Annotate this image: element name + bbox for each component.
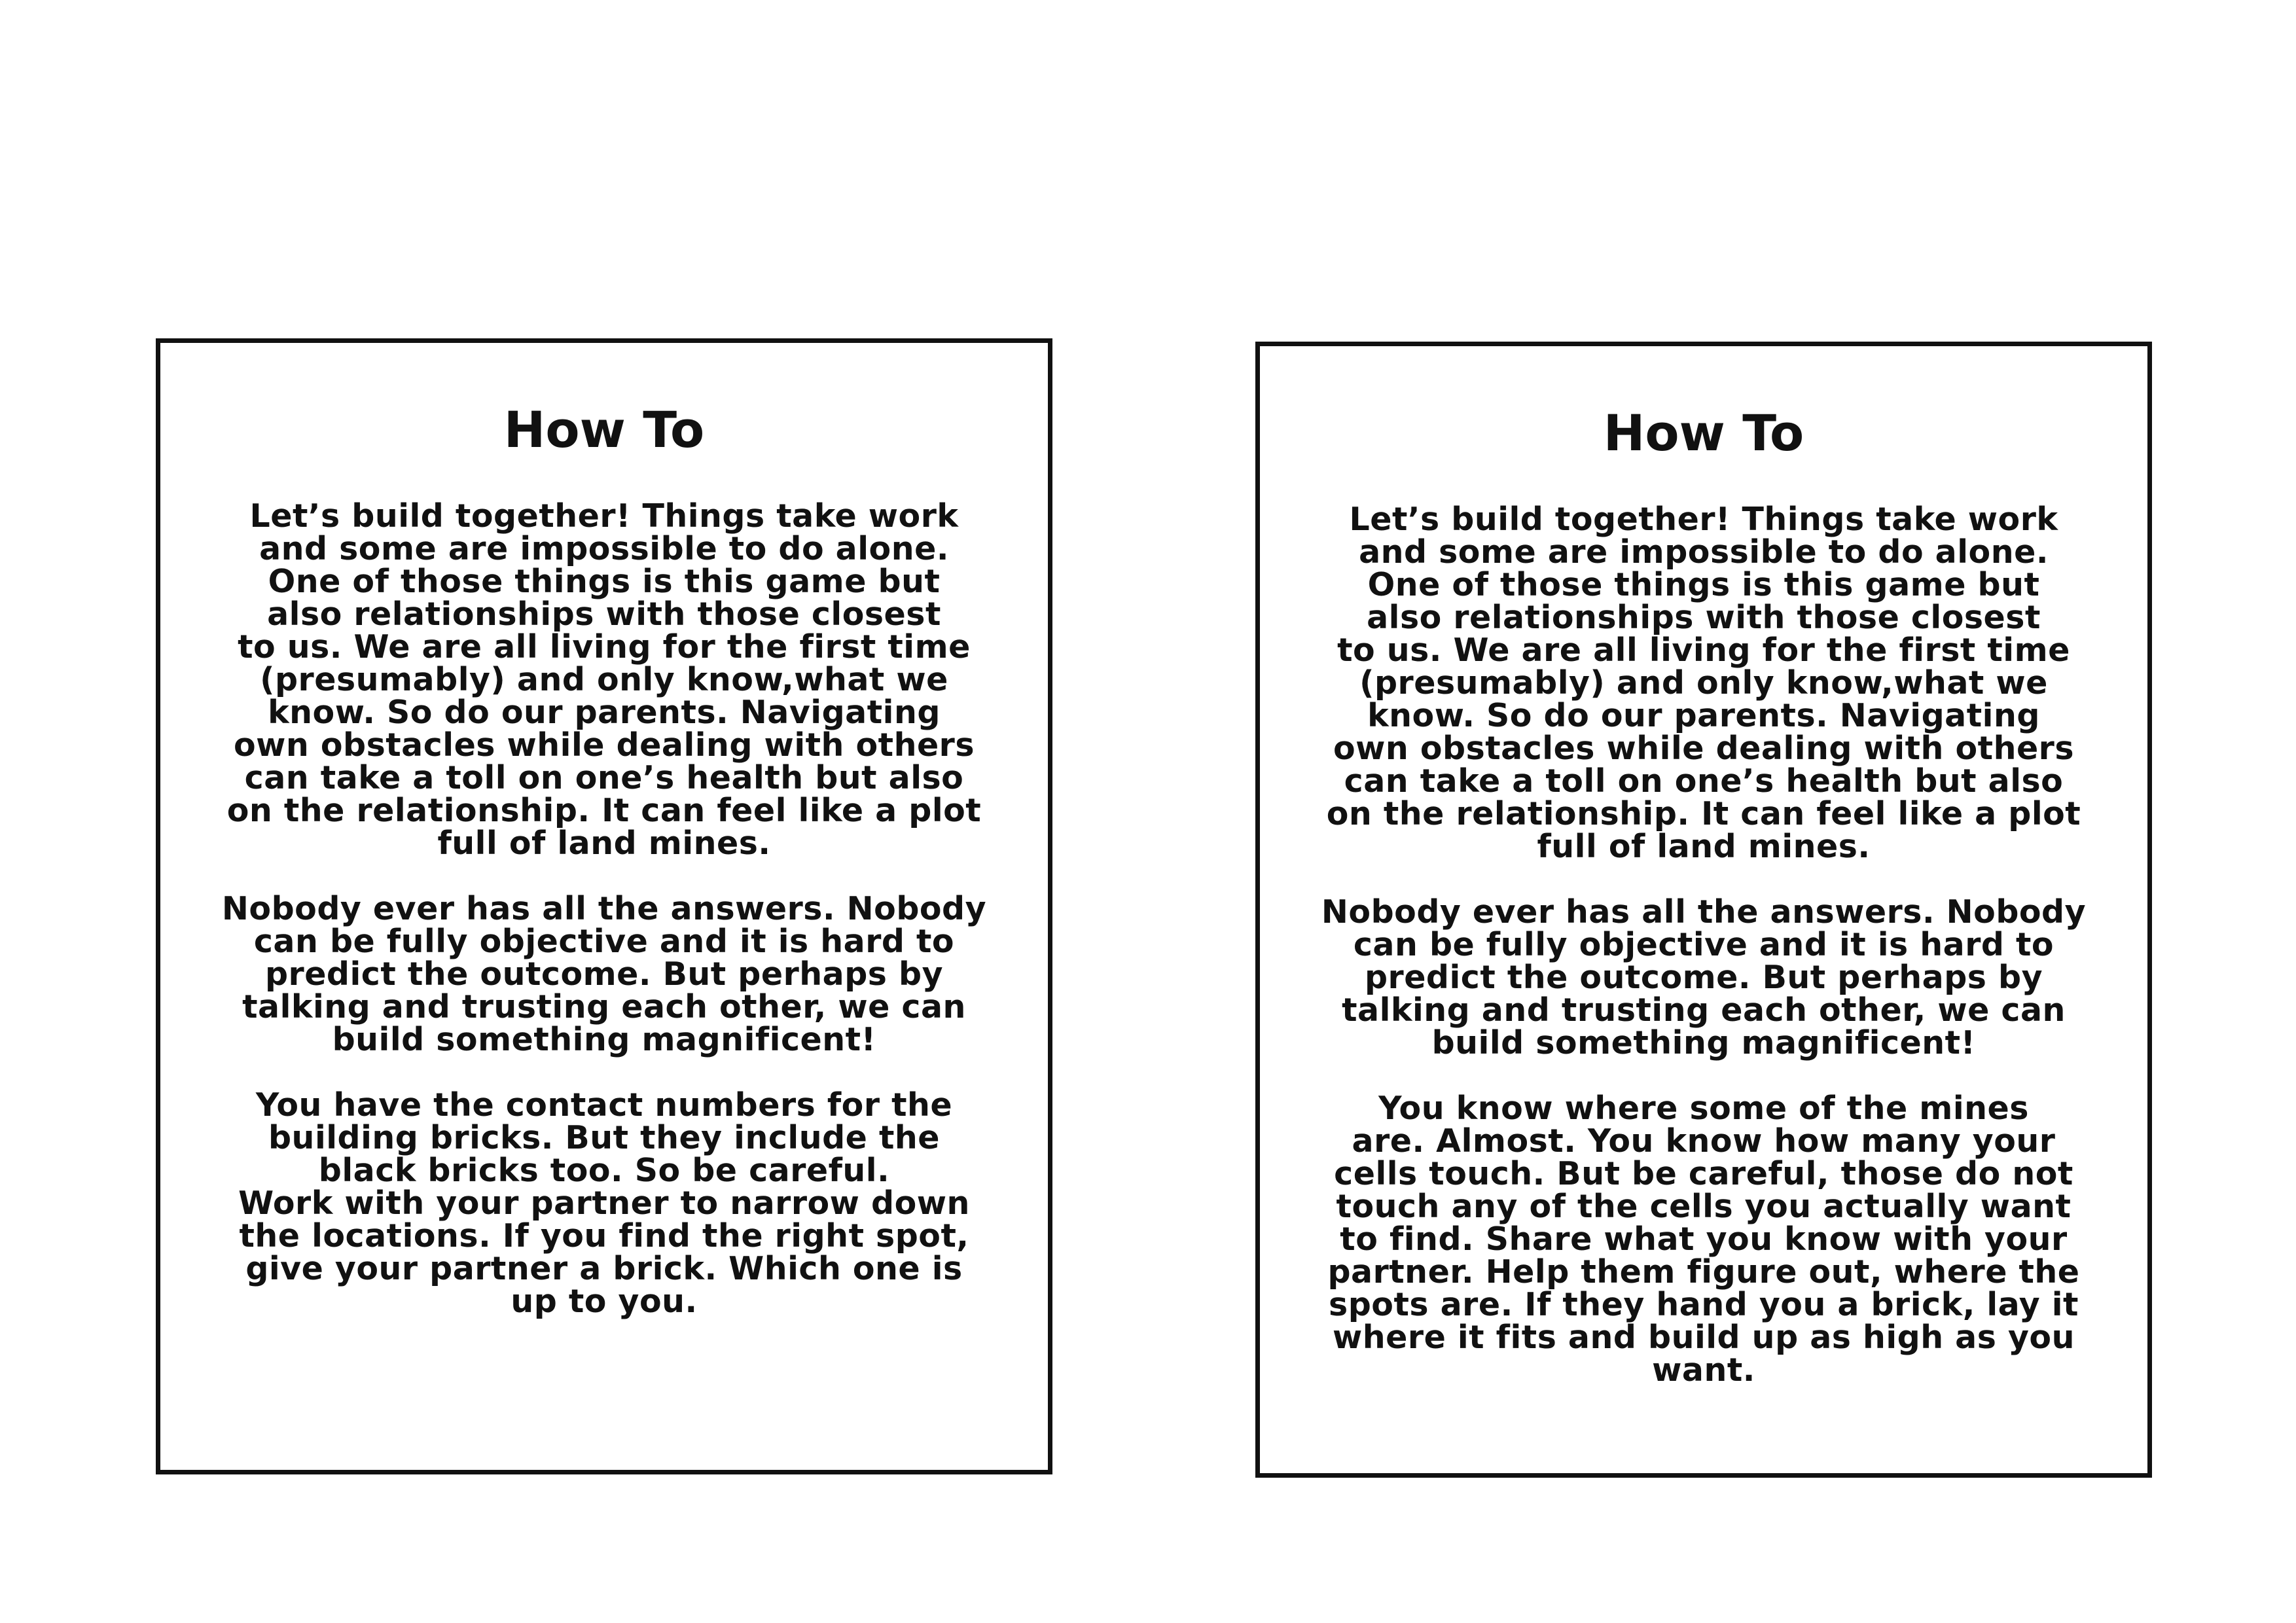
text-line: black bricks too. So be careful.: [318, 1152, 890, 1189]
body-paragraph: [1312, 893, 2095, 1061]
card-title: How To: [1603, 404, 1804, 462]
text-line: (presumably) and only know,what we: [260, 661, 948, 698]
text-line: can be fully objective and it is hard to: [1353, 926, 2054, 963]
text-line: on the relationship. It can feel like a plot: [226, 792, 982, 829]
text-line: cells touch. But be careful, those do not: [1334, 1155, 2073, 1192]
text-line: Nobody ever has all the answers. Nobody: [221, 890, 987, 927]
text-line: spots are. If they hand you a brick, lay it: [1329, 1286, 2079, 1323]
text-line: predict the outcome. But perhaps by: [264, 955, 944, 993]
text-line: One of those things is this game but: [1367, 566, 2040, 603]
text-line: the locations. If you find the right spot,: [239, 1217, 969, 1255]
text-line: give your partner a brick. Which one is: [245, 1250, 963, 1287]
text-line: Let’s build together! Things take work: [249, 497, 959, 535]
text-line: to find. Share what you know with your: [1340, 1221, 2068, 1258]
text-line: and some are impossible to do alone.: [259, 530, 949, 567]
text-line: own obstacles while dealing with others: [233, 726, 975, 764]
text-line: know. So do our parents. Navigating: [268, 694, 941, 731]
body-paragraph: [213, 497, 996, 862]
text-line: want.: [1652, 1351, 1755, 1389]
card-body: [1312, 503, 2095, 1419]
text-line: Nobody ever has all the answers. Nobody: [1321, 893, 2087, 931]
text-line: You have the contact numbers for the: [255, 1086, 953, 1124]
text-line: are. Almost. You know how many your: [1352, 1122, 2056, 1160]
text-line: can be fully objective and it is hard to: [253, 923, 955, 960]
text-line: full of land mines.: [437, 825, 771, 862]
body-paragraph: [213, 1086, 996, 1320]
text-line: touch any of the cells you actually want: [1336, 1188, 2072, 1225]
text-line: up to you.: [511, 1283, 698, 1320]
text-line: to us. We are all living for the first time: [1337, 632, 2070, 669]
text-line: partner. Help them figure out, where the: [1327, 1253, 2080, 1291]
text-line: also relationships with those closest: [1367, 599, 2041, 636]
text-line: know. So do our parents. Navigating: [1367, 697, 2040, 734]
text-line: One of those things is this game but: [268, 563, 941, 600]
text-line: build something magnificent!: [1431, 1024, 1976, 1061]
text-line: (presumably) and only know,what we: [1359, 664, 2048, 702]
text-line: building bricks. But they include the: [268, 1119, 940, 1156]
text-line: also relationships with those closest: [267, 596, 941, 633]
text-line: to us. We are all living for the first time: [238, 628, 971, 666]
body-paragraph: [1312, 503, 2095, 863]
text-line: can take a toll on one’s health but also: [244, 759, 964, 796]
text-line: Let’s build together! Things take work: [1349, 501, 2058, 538]
card-title: How To: [503, 401, 705, 459]
text-line: talking and trusting each other, we can: [1342, 991, 2066, 1029]
text-line: where it fits and build up as high as you: [1333, 1319, 2075, 1356]
text-line: build something magnificent!: [332, 1021, 876, 1058]
body-paragraph: [1312, 1092, 2095, 1387]
text-line: on the relationship. It can feel like a plot: [1326, 795, 2081, 832]
text-line: You know where some of the mines: [1378, 1090, 2029, 1127]
text-line: talking and trusting each other, we can: [242, 988, 966, 1026]
text-line: own obstacles while dealing with others: [1333, 730, 2075, 767]
text-line: Work with your partner to narrow down: [238, 1185, 970, 1222]
text-line: can take a toll on one’s health but also: [1344, 762, 2064, 800]
instruction-card-left: [156, 338, 1052, 1474]
text-line: and some are impossible to do alone.: [1359, 533, 2049, 571]
text-line: full of land mines.: [1537, 828, 1871, 865]
body-paragraph: [213, 890, 996, 1058]
instruction-card-right: [1255, 342, 2152, 1478]
text-line: predict the outcome. But perhaps by: [1364, 959, 2043, 996]
card-body: [213, 497, 996, 1351]
